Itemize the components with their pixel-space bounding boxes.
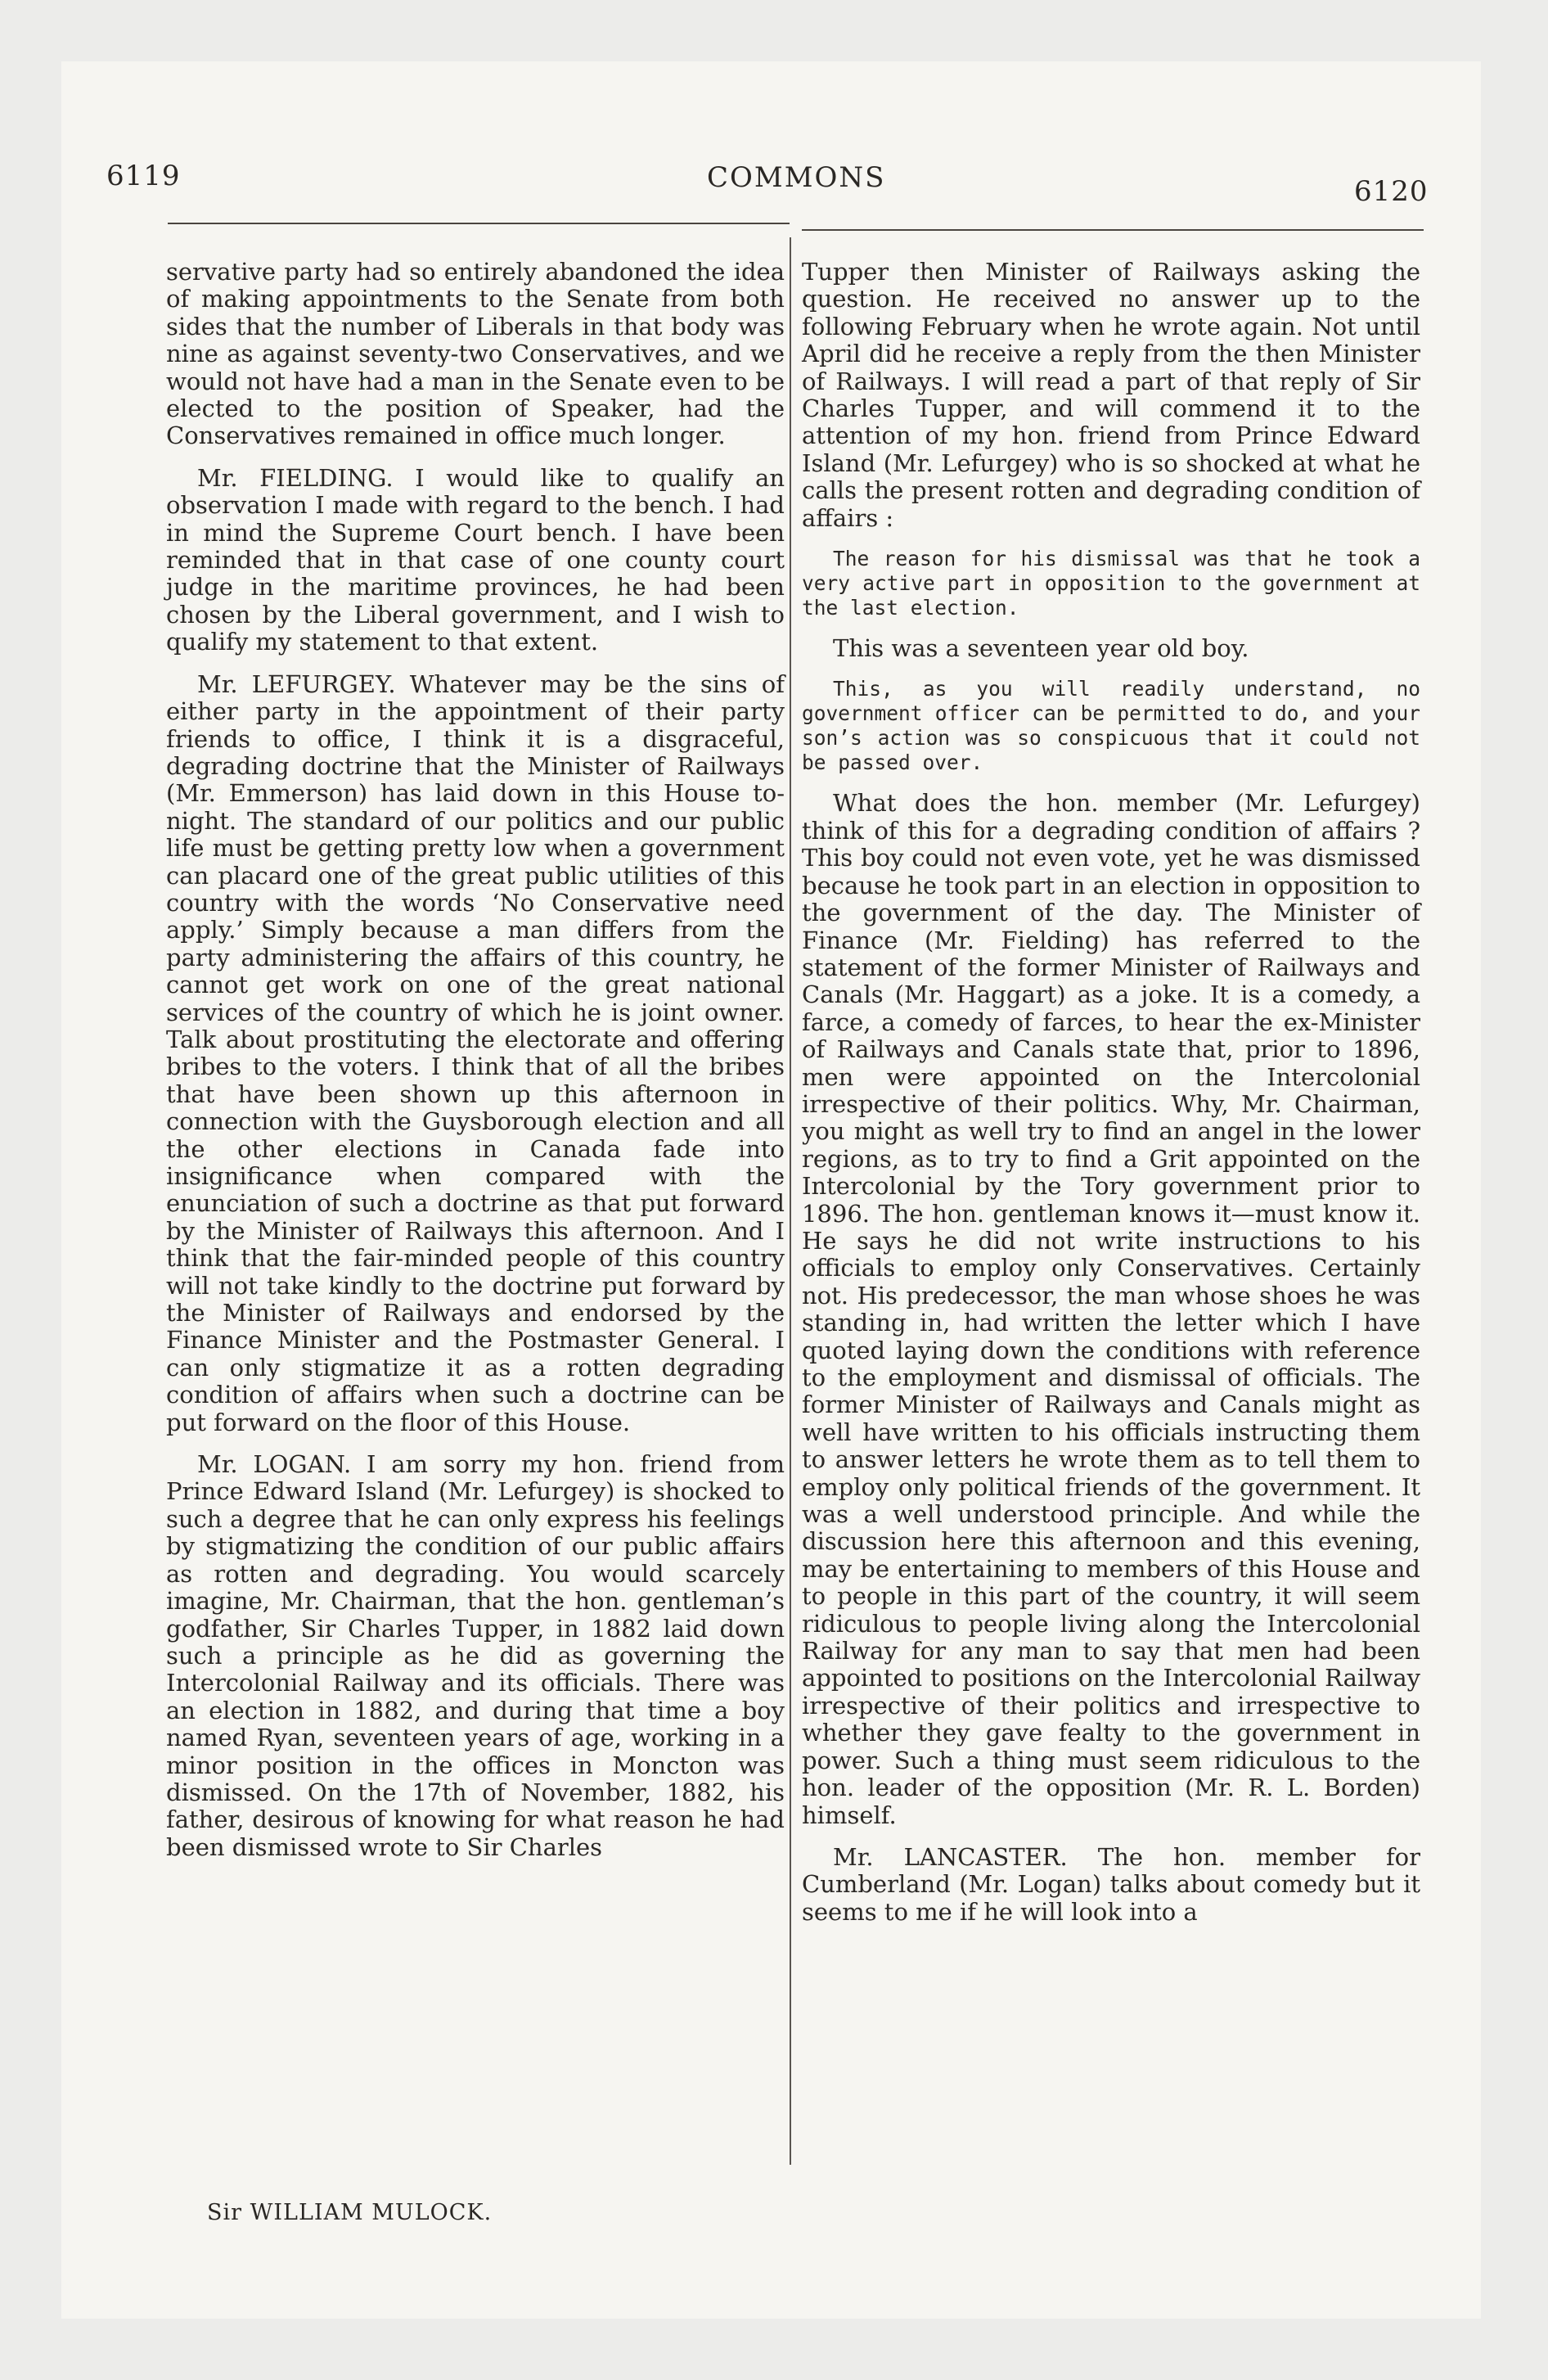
paragraph: Tupper then Minister of Railways asking the question. He received no answer up to the following February when he wrote again. Not until April did he receive a reply from the then Minister of Railways. I will read a part of that reply of Sir Charles Tupper, and will commend it to the attention of my hon. friend from Prince Edward Island (Mr. Lefurgey) who is so shocked at what he calls the present rotten and degrading condition of affairs : <box>802 258 1420 532</box>
paragraph-fielding: Mr. FIELDING. I would like to qualify an observation I made with regard to the bench. I had in mind the Supreme Court bench. I have been reminded that in that case of one county court judge in the maritime provinces, he had been chosen by the Liberal government, and I wish to qualify my statement to that extent. <box>166 463 785 656</box>
paragraph-logan: Mr. LOGAN. I am sorry my hon. friend from Prince Edward Island (Mr. Lefurgey) is shocked to such a degree that he can only express his feelings by stigmatizing the condition of our public affairs as rotten and degrading. You would scarcely imagine, Mr. Chairman, that the hon. gentleman’s godfather, Sir Charles Tupper, in 1882 laid down such a principle as he did as governing the Intercolonial Railway and its officials. There was an election in 1882, and during that time a boy named Ryan, seventeen years of age, working in a minor position in the offices in Moncton was dismissed. On the 17th of November, 1882, his father, desirous of knowing for what reason he had been dismissed wrote to Sir Charles <box>166 1450 785 1861</box>
paragraph: This was a seventeen year old boy. <box>833 634 1249 663</box>
header-rule-right <box>802 229 1424 231</box>
column-divider <box>790 237 791 2165</box>
paragraph-lefurgey: Mr. LEFURGEY. Whatever may be the sins of either party in the appointment of their party friends to office, I think it is a disgraceful, degrading doctrine that the Minister of Railways (Mr. Emmerson) has laid down in this House to-night. The standard of our politics and our public life must be getting pretty low when a government can placard one of the great public utilities of this country with the words ‘No Conservative need apply.’ Simply because a man differs from the party administering the affairs of this country, he cannot get work on one of the great national services of the country of which he is joint owner. Talk about prostituting the electorate and offering bribes to the voters. I think that of all the bribes that have been shown up this afternoon in connection with the Guysborough election and all the other elections in Canada fade into insignificance when compared with the enunciation of such a doctrine as that put forward by the Minister of Railways this afternoon. And I think that the fair-minded people of this country will not take kindly to the doctrine put forward by the Minister of Railways and endorsed by the Finance Minister and the Postmaster General. I can only stigmatize it as a rotten degrading condition of affairs when such a doctrine can be put forward on the floor of this House. <box>166 669 785 1436</box>
signature-line: Sir WILLIAM MULOCK. <box>207 2200 493 2225</box>
left-column <box>166 259 785 1876</box>
quoted-letter: This, as you will readily understand, no government officer can be permitted to do, and your son’s action was so conspicuous that it could not be passed over. <box>802 677 1420 775</box>
right-column <box>802 259 1420 1941</box>
left-page-number: 6119 <box>106 160 181 192</box>
paragraph: servative party had so entirely abandoned the idea of making appointments to the Senate from both sides that the number of Liberals in that body was nine as against seventy-two Conservatives, and we would not have had a man in the Senate even to be elected to the position of Speaker, had the Conservatives remained in office much longer. <box>166 258 785 450</box>
header-rule-left <box>168 223 790 224</box>
running-head: COMMONS <box>707 161 886 194</box>
paragraph: What does the hon. member (Mr. Lefurgey) think of this for a degrading condition of affairs ? This boy could not even vote, yet he was dismissed because he took part in an election in opposition to the government of the day. The Minister of Finance (Mr. Fielding) has referred to the statement of the former Minister of Railways and Canals (Mr. Haggart) as a joke. It is a comedy, a farce, a comedy of farces, to hear the ex-Minister of Railways and Canals state that, prior to 1896, men were appointed on the Intercolonial irrespective of their politics. Why, Mr. Chairman, you might as well try to find an angel in the lower regions, as to try to find a Grit appointed on the Intercolonial by the Tory government prior to 1896. The hon. gentleman knows it—must know it. He says he did not write instructions to his officials to employ only Conservatives. Certainly not. His predecessor, the man whose shoes he was standing in, had written the letter which I have quoted laying down the conditions with reference to the employment and dismissal of officials. The former Minister of Railways and Canals might as well have written to his officials instructing them to answer letters he wrote them as to tell them to employ only political friends of the government. It was a well understood principle. And while the discussion here this afternoon and this evening, may be entertaining to members of this House and to people in this part of the country, it will seem ridiculous to people living along the Intercolonial Railway for any man to say that men had been appointed to positions on the Intercolonial Railway irrespective of their politics and irrespective to whether they gave fealty to the government in power. Such a thing must seem ridiculous to the hon. leader of the opposition (Mr. R. L. Borden) himself. <box>802 789 1420 1829</box>
right-page-number: 6120 <box>1354 175 1429 208</box>
paragraph-lancaster: Mr. LANCASTER. The hon. member for Cumberland (Mr. Logan) talks about comedy but it seems to me if he will look into a <box>802 1842 1420 1926</box>
quoted-letter: The reason for his dismissal was that he took a very active part in opposition to the government at the last election. <box>802 547 1420 620</box>
